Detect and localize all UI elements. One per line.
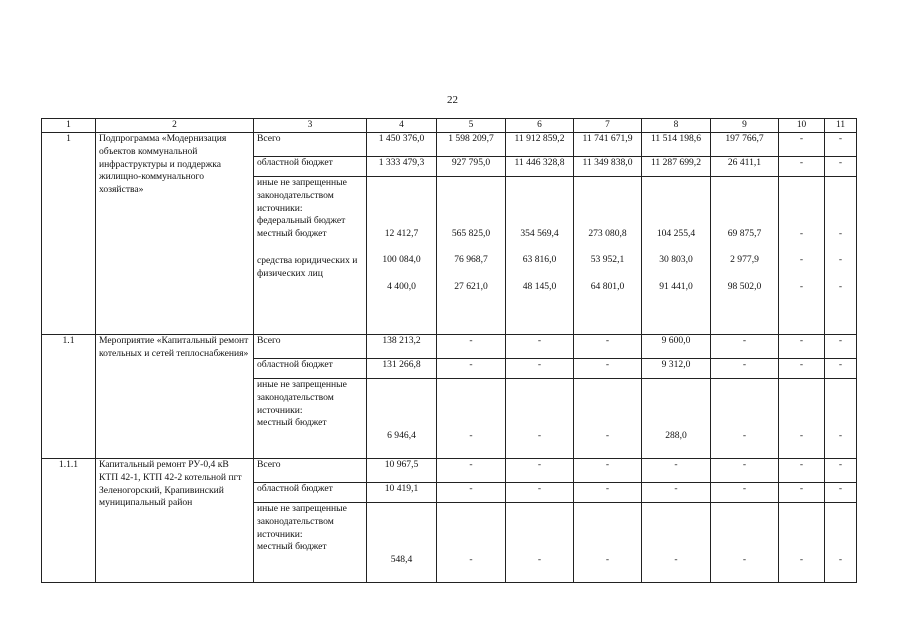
amount-value: 30 803,0 xyxy=(659,253,693,265)
amount-value: - xyxy=(838,430,843,441)
amount-cell xyxy=(574,379,642,459)
amount-cell xyxy=(711,503,779,583)
amount-cell: - xyxy=(711,359,779,379)
spacer xyxy=(440,177,502,228)
spacer xyxy=(577,177,638,228)
amount-cell: 11 912 859,2 xyxy=(506,133,574,157)
amount-value: 548,4 xyxy=(390,554,413,565)
amount-value: 273 080,8 xyxy=(588,228,627,239)
amount-value: 53 952,1 xyxy=(590,253,625,265)
spacer xyxy=(782,177,821,228)
other-sources-label: иные не запрещенные законодательством источники: xyxy=(257,503,347,540)
amount-cell: - xyxy=(825,335,857,359)
amount-cell: - xyxy=(437,359,506,379)
amount-cell: - xyxy=(506,459,574,483)
amount-value: 288,0 xyxy=(665,430,687,441)
amount-cell: 11 287 699,2 xyxy=(642,157,711,177)
amount-cell: - xyxy=(779,483,825,503)
local-label: местный бюджет xyxy=(257,541,327,553)
amount-cell: 927 795,0 xyxy=(437,157,506,177)
col-header: 9 xyxy=(711,119,779,133)
amount-cell: 131 266,8 xyxy=(367,359,437,379)
amount-cell xyxy=(506,503,574,583)
funding-source xyxy=(254,379,367,459)
spacer xyxy=(782,503,821,554)
amount-value: - xyxy=(799,554,804,565)
spacer xyxy=(370,379,433,430)
amount-value: - xyxy=(799,228,804,239)
col-header: 1 xyxy=(42,119,96,133)
amount-value: - xyxy=(799,280,804,292)
amount-value: 98 502,0 xyxy=(727,280,762,292)
header-row xyxy=(42,119,857,133)
amount-value: - xyxy=(605,554,610,565)
spacer xyxy=(440,379,502,430)
amount-cell xyxy=(506,379,574,459)
amount-cell: - xyxy=(711,483,779,503)
spacer xyxy=(645,379,707,430)
amount-value: 100 084,0 xyxy=(382,253,421,265)
amount-cell: - xyxy=(437,483,506,503)
amount-value: 69 875,7 xyxy=(727,228,762,239)
amount-cell xyxy=(779,503,825,583)
amount-cell: - xyxy=(825,157,857,177)
amount-cell: - xyxy=(779,359,825,379)
local-label: местный бюджет xyxy=(257,417,327,429)
amount-value: 104 255,4 xyxy=(656,228,696,239)
amount-cell: - xyxy=(437,459,506,483)
item-number: 1.1 xyxy=(42,335,96,459)
funding-source: областной бюджет xyxy=(254,483,367,503)
spacer xyxy=(645,503,707,554)
item-number: 1 xyxy=(42,133,96,335)
amount-cell: 11 514 198,6 xyxy=(642,133,711,157)
spacer xyxy=(370,503,433,554)
item-name: Мероприятие «Капитальный ремонт котельных и сетей теплоснабжения» xyxy=(96,335,254,459)
amount-value: - xyxy=(742,430,747,441)
local-label: местный бюджет xyxy=(257,228,327,240)
amount-cell: 1 598 209,7 xyxy=(437,133,506,157)
amount-cell: 197 766,7 xyxy=(711,133,779,157)
spacer xyxy=(714,379,775,430)
col-header: 11 xyxy=(825,119,857,133)
amount-value: 48 145,0 xyxy=(522,280,557,292)
amount-cell xyxy=(711,379,779,459)
spacer xyxy=(714,503,775,554)
amount-cell xyxy=(825,379,857,459)
amount-cell: - xyxy=(642,483,711,503)
amount-value: - xyxy=(838,228,843,239)
amount-cell: - xyxy=(779,459,825,483)
budget-table xyxy=(41,118,857,583)
col-header: 4 xyxy=(367,119,437,133)
amount-cell xyxy=(437,503,506,583)
amount-cell xyxy=(642,379,711,459)
spacer xyxy=(577,379,638,430)
amount-value: 91 441,0 xyxy=(659,280,693,292)
amount-cell: - xyxy=(506,335,574,359)
amount-cell: 1 450 376,0 xyxy=(367,133,437,157)
amount-value: - xyxy=(605,430,610,441)
federal-label: федеральный бюджет xyxy=(257,215,346,227)
table-row xyxy=(42,459,857,483)
col-header: 7 xyxy=(574,119,642,133)
amount-value: 63 816,0 xyxy=(522,253,557,265)
amount-cell: 11 741 671,9 xyxy=(574,133,642,157)
amount-cell: - xyxy=(779,335,825,359)
spacer xyxy=(714,177,775,228)
amount-cell: 138 213,2 xyxy=(367,335,437,359)
amount-cell: - xyxy=(574,359,642,379)
funding-source: Всего xyxy=(254,335,367,359)
spacer xyxy=(782,379,821,430)
amount-cell: - xyxy=(506,483,574,503)
spacer xyxy=(440,503,502,554)
amount-cell xyxy=(825,503,857,583)
amount-cell: 1 333 479,3 xyxy=(367,157,437,177)
funding-source: Всего xyxy=(254,459,367,483)
amount-cell: 9 312,0 xyxy=(642,359,711,379)
spacer xyxy=(828,177,853,228)
spacer xyxy=(370,177,433,228)
amount-cell xyxy=(711,177,779,335)
amount-value: - xyxy=(838,253,843,265)
amount-cell: 9 600,0 xyxy=(642,335,711,359)
amount-value: - xyxy=(469,430,473,441)
col-header: 6 xyxy=(506,119,574,133)
spacer xyxy=(828,379,853,430)
amount-cell: - xyxy=(574,459,642,483)
amount-cell: 10 419,1 xyxy=(367,483,437,503)
amount-cell: - xyxy=(779,133,825,157)
amount-cell xyxy=(642,177,711,335)
amount-value: 27 621,0 xyxy=(454,280,488,292)
amount-cell: 10 967,5 xyxy=(367,459,437,483)
spacer xyxy=(509,379,570,430)
col-header: 10 xyxy=(779,119,825,133)
item-number: 1.1.1 xyxy=(42,459,96,583)
amount-value: 76 968,7 xyxy=(454,253,488,265)
amount-cell xyxy=(779,379,825,459)
amount-cell: - xyxy=(437,335,506,359)
amount-value: 565 825,0 xyxy=(451,228,491,239)
amount-value: - xyxy=(742,554,747,565)
amount-cell: 11 446 328,8 xyxy=(506,157,574,177)
amount-value: - xyxy=(838,554,843,565)
page-number: 22 xyxy=(447,94,458,106)
col-header: 3 xyxy=(254,119,367,133)
amount-value: 354 569,4 xyxy=(520,228,559,239)
other-sources-label: иные не запрещенные законодательством источники: xyxy=(257,379,347,416)
amount-value: 2 977,9 xyxy=(730,253,759,265)
spacer xyxy=(509,503,570,554)
amount-cell xyxy=(574,177,642,335)
other-sources-label: иные не запрещенные законодательством источники: xyxy=(257,177,347,214)
amount-value: - xyxy=(799,430,804,441)
item-name: Капитальный ремонт РУ-0,4 кВ КТП 42-1, КТП 42-2 котельной пгт Зеленогорский, Крапивинский муниципальный район xyxy=(96,459,254,583)
item-name: Подпрограмма «Модернизация объектов коммунальной инфраструктуры и поддержка жилищно-коммунального хозяйства» xyxy=(96,133,254,335)
spacer xyxy=(577,503,638,554)
amount-cell: - xyxy=(779,157,825,177)
table-row xyxy=(42,133,857,157)
amount-cell xyxy=(437,177,506,335)
funding-source: областной бюджет xyxy=(254,359,367,379)
amount-cell: - xyxy=(825,483,857,503)
spacer xyxy=(509,177,570,228)
amount-cell: - xyxy=(506,359,574,379)
amount-cell: - xyxy=(574,483,642,503)
spacer xyxy=(645,177,707,228)
amount-value: 6 946,4 xyxy=(387,430,416,441)
amount-cell: - xyxy=(574,335,642,359)
amount-cell xyxy=(825,177,857,335)
funding-source xyxy=(254,503,367,583)
funding-source xyxy=(254,177,367,335)
amount-cell xyxy=(367,177,437,335)
funding-source: Всего xyxy=(254,133,367,157)
spacer xyxy=(828,503,853,554)
amount-cell: - xyxy=(711,335,779,359)
amount-value: - xyxy=(469,554,473,565)
amount-value: - xyxy=(537,554,542,565)
amount-value: - xyxy=(674,554,678,565)
amount-cell xyxy=(642,503,711,583)
amount-value: - xyxy=(537,430,542,441)
amount-cell: 26 411,1 xyxy=(711,157,779,177)
amount-cell: - xyxy=(825,459,857,483)
amount-cell xyxy=(574,503,642,583)
table-row xyxy=(42,335,857,359)
amount-value: 64 801,0 xyxy=(590,280,625,292)
col-header: 5 xyxy=(437,119,506,133)
amount-cell: - xyxy=(825,359,857,379)
amount-cell: 11 349 838,0 xyxy=(574,157,642,177)
col-header: 2 xyxy=(96,119,254,133)
amount-cell: - xyxy=(711,459,779,483)
amount-cell xyxy=(367,503,437,583)
amount-cell xyxy=(367,379,437,459)
amount-cell xyxy=(506,177,574,335)
amount-cell: - xyxy=(642,459,711,483)
amount-value: - xyxy=(838,280,843,292)
amount-cell: - xyxy=(825,133,857,157)
funding-source: областной бюджет xyxy=(254,157,367,177)
amount-cell xyxy=(779,177,825,335)
amount-value: - xyxy=(799,253,804,265)
legal-label: средства юридических и физических лиц xyxy=(257,254,358,279)
amount-value: 4 400,0 xyxy=(387,280,416,292)
amount-cell xyxy=(437,379,506,459)
amount-value: 12 412,7 xyxy=(384,228,419,239)
col-header: 8 xyxy=(642,119,711,133)
